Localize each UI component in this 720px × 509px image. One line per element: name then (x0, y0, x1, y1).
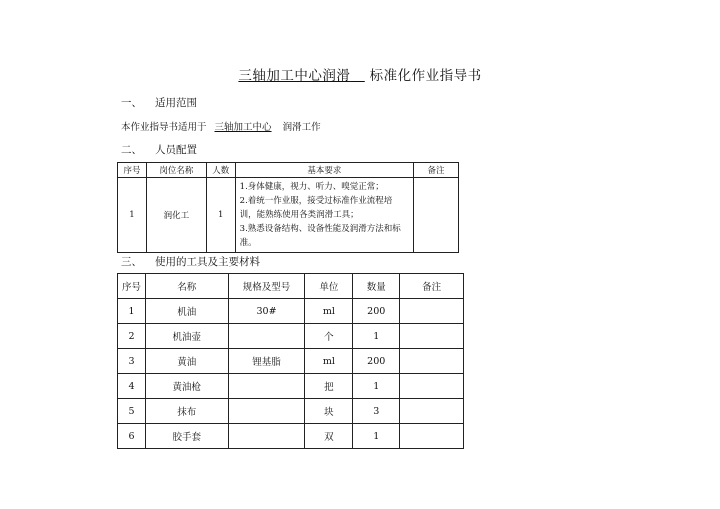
cell: 抹布 (145, 399, 228, 424)
cell-position: 润化工 (146, 178, 206, 253)
header-cell: 序号 (118, 163, 147, 178)
title-part-1: 三轴加工中心润滑 (238, 68, 351, 84)
title-part-2: 标准化作业指导书 (369, 68, 482, 84)
cell: 机油 (145, 299, 228, 324)
header-cell: 基本要求 (235, 163, 413, 178)
cell: 1 (118, 299, 146, 324)
header-cell: 序号 (118, 274, 146, 299)
document-title (0, 64, 720, 84)
header-cell: 名称 (145, 274, 228, 299)
personnel-header-row (118, 163, 459, 178)
header-cell: 单位 (305, 274, 353, 299)
requirement-line: 3.熟悉设备结构、设备性能及润滑方法和标准。 (239, 224, 401, 248)
cell (400, 424, 464, 449)
tools-materials-table (117, 273, 464, 449)
header-cell: 备注 (400, 274, 464, 299)
cell (228, 424, 305, 449)
cell: 1 (353, 424, 400, 449)
cell: 黄油枪 (145, 374, 228, 399)
cell: 块 (305, 399, 353, 424)
cell: 3 (353, 399, 400, 424)
cell: 1 (353, 374, 400, 399)
cell: 个 (305, 324, 353, 349)
cell: 200 (353, 349, 400, 374)
section-3-heading: 三、 使用的工具及主要材料 (121, 256, 260, 268)
table-row (118, 178, 459, 253)
tools-header-row (118, 274, 464, 299)
cell: 6 (118, 424, 146, 449)
cell (228, 399, 305, 424)
table-row (118, 299, 464, 324)
table-row (118, 374, 464, 399)
cell: 4 (118, 374, 146, 399)
header-cell: 岗位名称 (146, 163, 206, 178)
cell-remark (414, 178, 459, 253)
cell: 30# (228, 299, 305, 324)
cell: 黄油 (145, 349, 228, 374)
cell (400, 399, 464, 424)
cell: ml (305, 349, 353, 374)
cell (400, 349, 464, 374)
scope-fill-value: 三轴加工中心 (214, 122, 272, 133)
cell: 锂基脂 (228, 349, 305, 374)
requirement-line: 1.身体健康，视力、听力、嗅觉正常； (239, 182, 384, 192)
cell: 机油壶 (145, 324, 228, 349)
header-cell: 备注 (414, 163, 459, 178)
cell: 1 (353, 324, 400, 349)
cell: 2 (118, 324, 146, 349)
cell (228, 374, 305, 399)
cell: 把 (305, 374, 353, 399)
header-cell: 人数 (206, 163, 235, 178)
header-cell: 规格及型号 (228, 274, 305, 299)
cell-count: 1 (206, 178, 235, 253)
cell (400, 374, 464, 399)
section-1-heading: 一、 适用范围 (121, 97, 197, 109)
requirement-line: 2.着统一作业服，接受过标准作业流程培训，能熟练使用各类润滑工具； (239, 196, 393, 220)
cell (400, 324, 464, 349)
table-row (118, 399, 464, 424)
cell: 胶手套 (145, 424, 228, 449)
cell-requirements (235, 178, 413, 253)
cell: 5 (118, 399, 146, 424)
table-row (118, 324, 464, 349)
section-2-heading: 二、 人员配置 (121, 144, 197, 156)
cell: 3 (118, 349, 146, 374)
cell (400, 299, 464, 324)
scope-text: 本作业指导书适用于 三轴加工中心 润滑工作 (121, 122, 321, 133)
cell (228, 324, 305, 349)
cell: 200 (353, 299, 400, 324)
personnel-table (117, 162, 459, 253)
cell: 双 (305, 424, 353, 449)
header-cell: 数量 (353, 274, 400, 299)
table-row (118, 424, 464, 449)
cell: ml (305, 299, 353, 324)
table-row (118, 349, 464, 374)
cell-index: 1 (118, 178, 147, 253)
